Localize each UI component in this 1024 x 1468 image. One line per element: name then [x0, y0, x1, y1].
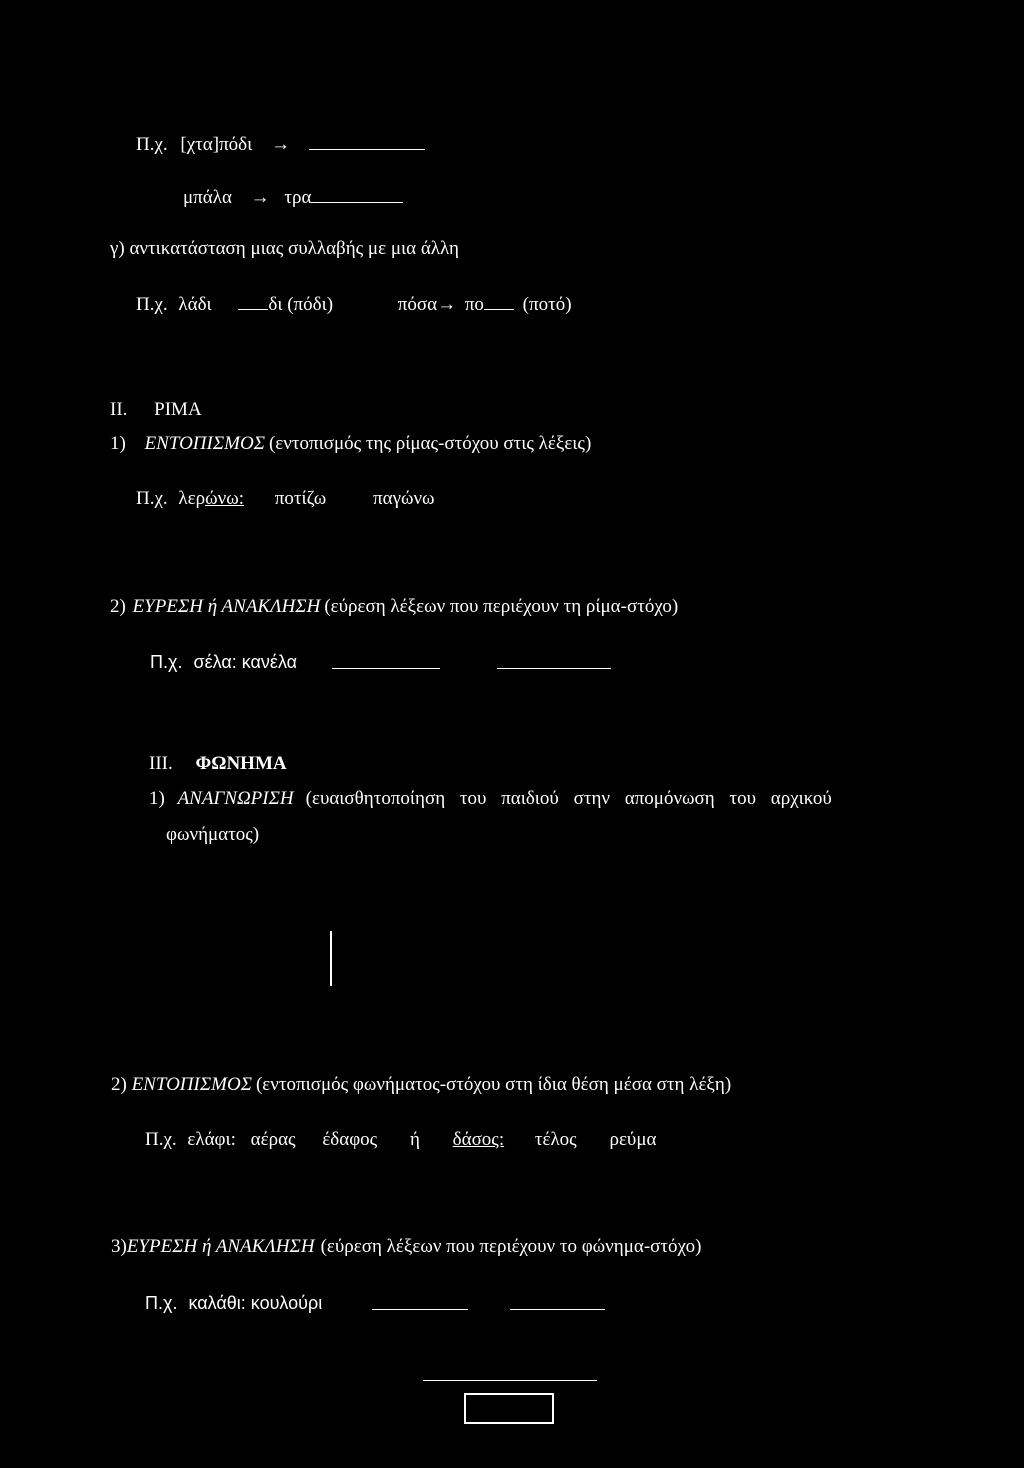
section3-item3	[111, 1235, 701, 1259]
example-label: Π.χ.	[150, 652, 183, 672]
word-rhyme: ώνω:	[205, 488, 244, 509]
item-title: ΕΥΡΕΣΗ ή ΑΝΑΚΛΗΣΗ	[126, 1236, 315, 1257]
answer-prefix: τρα	[284, 187, 312, 208]
example-word	[178, 488, 244, 509]
example-label: Π.χ.	[145, 1293, 178, 1313]
section2-item2	[110, 595, 678, 619]
example1-line2	[183, 186, 403, 210]
section-heading	[110, 398, 202, 422]
section2-example1	[136, 487, 435, 511]
answer-blank[interactable]	[332, 668, 440, 669]
item-description: (εύρεση λέξεων που περιέχουν τη ρίμα-στόχο)	[324, 596, 679, 617]
example-label: Π.χ.	[136, 488, 168, 509]
example-word: ή	[409, 1129, 420, 1150]
example-word: τέλος	[534, 1129, 577, 1150]
item-number: 2)	[111, 1074, 127, 1095]
item-description: (εντοπισμός της ρίμας-στόχου στις λέξεις)	[268, 433, 592, 454]
example-word: αέρας	[250, 1129, 296, 1150]
divider-mark	[330, 931, 332, 986]
section3-example3	[145, 1291, 322, 1315]
arrow-icon: →	[250, 187, 270, 208]
example-word: σέλα: κανέλα	[193, 652, 298, 672]
example-label: Π.χ.	[136, 294, 168, 315]
item-title: ΕΝΤΟΠΙΣΜΟΣ	[144, 433, 265, 454]
example-label: Π.χ.	[136, 134, 168, 155]
word-underlined: δάσος:	[452, 1129, 505, 1150]
item-description: (εύρεση λέξεων που περιέχουν το φώνημα-στόχο)	[320, 1236, 702, 1257]
answer-text: (ποτό)	[522, 294, 572, 315]
example-word: πόσα	[397, 294, 438, 315]
gamma-heading: γ) αντικατάσταση μιας συλλαβής με μια άλλη	[110, 238, 459, 259]
example-word: έδαφος	[322, 1129, 378, 1150]
answer-blank[interactable]	[484, 293, 514, 310]
example-label: Π.χ.	[145, 1129, 177, 1150]
example-word: καλάθι: κουλούρι	[188, 1293, 323, 1313]
section-title: ΡΙΜΑ	[154, 399, 202, 420]
answer-blank[interactable]	[311, 186, 403, 203]
example-word2: μπάλα	[183, 187, 232, 208]
item-description: (ευαισθητοποίηση του παιδιού στην απομόνωση του αρχικού	[305, 788, 832, 809]
section2-item1	[110, 432, 591, 456]
section-heading	[149, 752, 287, 776]
answer-text: δι (πόδι)	[268, 294, 334, 315]
example-word	[453, 1129, 504, 1150]
word-stem: λερ	[178, 488, 206, 509]
item-number: 2)	[110, 596, 126, 617]
item-number: 3)	[111, 1236, 127, 1257]
section3-item2	[111, 1073, 731, 1097]
answer-blank[interactable]	[497, 668, 611, 669]
item-title: ΑΝΑΓΝΩΡΙΣΗ	[177, 788, 294, 809]
section3-item1-cont: φωνήματος)	[166, 824, 260, 845]
item-number: 1)	[110, 433, 126, 454]
section-numeral: III.	[149, 753, 173, 774]
example1-line	[136, 133, 425, 157]
empty-box	[464, 1393, 554, 1424]
answer-blank[interactable]	[510, 1309, 605, 1310]
section2-example2	[150, 650, 297, 674]
example-word: λάδι	[178, 294, 212, 315]
answer-prefix: πο	[464, 294, 484, 315]
item-description: (εντοπισμός φωνήματος-στόχου στη ίδια θέση μέσα στη λέξη)	[255, 1074, 732, 1095]
section-numeral: II.	[110, 399, 128, 420]
answer-blank[interactable]	[372, 1309, 468, 1310]
gamma-example	[136, 293, 572, 317]
arrow-icon: →	[437, 294, 457, 315]
decor-line	[423, 1380, 597, 1381]
section-title: ΦΩΝΗΜΑ	[195, 753, 287, 774]
item-number: 1)	[149, 788, 165, 809]
arrow-icon: →	[271, 134, 290, 155]
example-word: [χτα]πόδι	[180, 134, 253, 155]
answer-blank[interactable]	[238, 293, 268, 310]
example-word: ρεύμα	[609, 1129, 657, 1150]
example-word: ποτίζω	[274, 488, 327, 509]
example-word: ελάφι:	[187, 1129, 236, 1150]
item-title: ΕΝΤΟΠΙΣΜΟΣ	[131, 1074, 252, 1095]
section3-item1	[149, 787, 832, 811]
section3-example2	[145, 1128, 656, 1152]
answer-blank[interactable]	[309, 133, 425, 150]
example-word: παγώνω	[373, 488, 435, 509]
item-title: ΕΥΡΕΣΗ ή ΑΝΑΚΛΗΣΗ	[132, 596, 321, 617]
